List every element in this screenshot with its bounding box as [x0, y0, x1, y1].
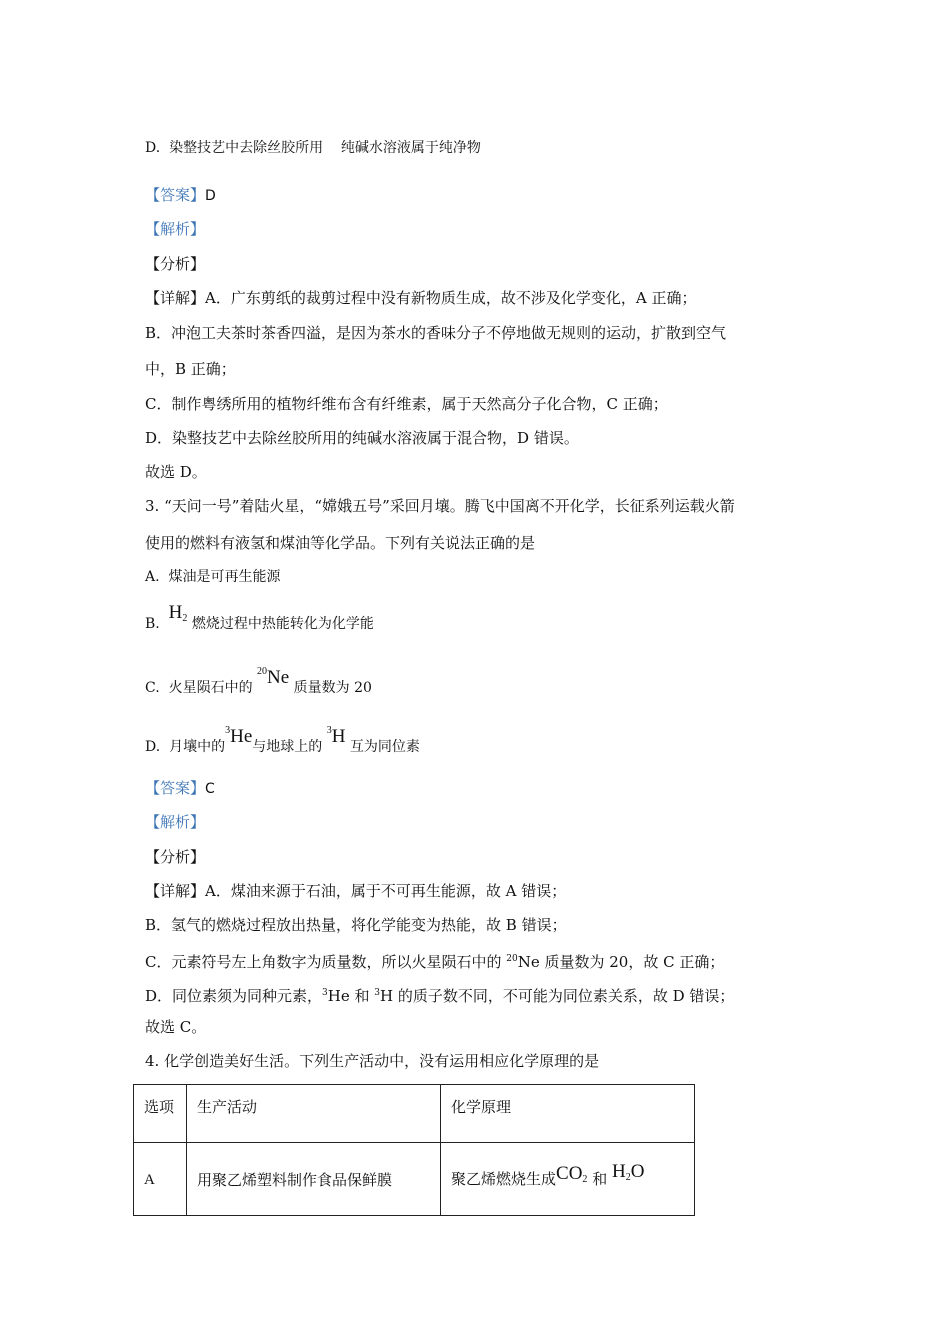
principle-text: 和	[592, 1170, 608, 1188]
option-text: 质量数为 20	[293, 680, 372, 696]
q2-jiexi-tag: 【解析】	[145, 220, 206, 238]
subscript: 2	[182, 613, 188, 624]
cell-principle	[441, 1143, 695, 1216]
mass-number: 3	[322, 988, 328, 998]
option-label: D.	[145, 739, 161, 755]
q3-option-c	[145, 667, 372, 702]
nuclide-he	[225, 725, 253, 747]
q3-conclusion: 故选 C。	[145, 1018, 207, 1036]
q3-option-a	[145, 567, 280, 587]
mass-number: 20	[506, 954, 518, 964]
q4-table	[133, 1084, 695, 1216]
subscript: 2	[625, 1172, 631, 1183]
q3-answer	[145, 778, 215, 799]
option-label: B.	[145, 616, 160, 632]
mass-number: 3	[326, 725, 332, 736]
explain-text: C．元素符号左上角数字为质量数，所以火星陨石中的	[145, 953, 502, 971]
xiangjie-tag: 【详解】	[145, 882, 206, 900]
mass-number: 3	[374, 988, 380, 998]
q2-explain-b: B．冲泡工夫茶时茶香四溢，是因为茶水的香味分子不停地做无规则的运动，扩散到空气	[145, 324, 727, 342]
option-text: 燃烧过程中热能转化为化学能	[191, 616, 374, 632]
explain-text: A．广东剪纸的裁剪过程中没有新物质生成，故不涉及化学变化，A 正确；	[205, 289, 697, 307]
mass-number: 3	[225, 725, 231, 736]
nuclide-ne	[257, 666, 290, 688]
option-text: 互为同位素	[349, 739, 420, 755]
subscript: 2	[582, 1174, 588, 1185]
q2-explain-b-cont: 中，B 正确；	[145, 360, 236, 378]
formula-h2o	[612, 1163, 644, 1181]
q3-explain-d	[145, 983, 734, 1006]
header-option: 选项	[134, 1085, 187, 1143]
option-text: 煤油是可再生能源	[168, 569, 281, 585]
option-label: C.	[145, 680, 160, 696]
header-activity: 生产活动	[187, 1085, 441, 1143]
option-text: 染整技艺中去除丝胶所用	[169, 140, 324, 156]
q2-option-d	[145, 138, 481, 158]
option-label: D.	[145, 140, 161, 156]
explain-text: Ne 质量数为 20，故 C 正确；	[517, 953, 725, 971]
q3-stem-line1: 3. “天问一号”着陆火星，“嫦娥五号”采回月壤。腾飞中国离不开化学，长征系列运载火箭	[145, 497, 735, 515]
q2-explain-a	[145, 288, 696, 308]
q2-conclusion: 故选 D。	[145, 463, 207, 481]
xiangjie-tag: 【详解】	[145, 289, 206, 307]
q2-explain-d: D．染整技艺中去除丝胶所用的纯碱水溶液属于混合物，D 错误。	[145, 429, 579, 447]
q3-fenxi-tag: 【分析】	[145, 848, 206, 866]
q3-option-b	[145, 602, 374, 643]
nuclide-h	[326, 725, 346, 747]
q3-jiexi-tag: 【解析】	[145, 813, 206, 831]
q2-fenxi-tag: 【分析】	[145, 255, 206, 273]
element-symbol: H	[331, 726, 346, 747]
q3-stem-line2: 使用的燃料有液氢和煤油等化学品。下列有关说法正确的是	[145, 534, 536, 552]
answer-tag: 【答案】	[145, 779, 206, 797]
option-letter: A	[144, 1171, 155, 1188]
q3-explain-c	[145, 949, 724, 972]
cell-activity: 用聚乙烯塑料制作食品保鲜膜	[187, 1143, 441, 1216]
mass-number: 20	[257, 666, 268, 677]
q2-answer	[145, 185, 216, 206]
answer-tag: 【答案】	[145, 186, 206, 204]
explain-text: D．同位素须为同种元素，	[145, 987, 323, 1005]
option-text: 火星陨石中的	[168, 680, 253, 696]
element-symbol: O	[630, 1161, 645, 1182]
header-principle: 化学原理	[441, 1085, 695, 1143]
formula-h2	[168, 602, 188, 624]
option-text: 与地球上的	[252, 739, 323, 755]
table-header-row	[134, 1085, 695, 1143]
q3-explain-a	[145, 881, 566, 901]
answer-value: D	[205, 188, 216, 204]
element-symbol: H	[612, 1161, 626, 1182]
q3-option-d	[145, 725, 420, 762]
formula-co2	[556, 1165, 587, 1183]
q3-explain-b: B．氢气的燃烧过程放出热量，将化学能变为热能，故 B 错误；	[145, 916, 567, 934]
element-symbol: Ne	[267, 667, 290, 688]
principle-text: 聚乙烯燃烧生成	[451, 1170, 557, 1188]
formula-text: CO	[556, 1163, 583, 1184]
table-row	[134, 1143, 695, 1216]
option-text: 月壤中的	[169, 739, 226, 755]
element-symbol: H	[168, 602, 183, 623]
element-symbol: He	[230, 726, 253, 747]
option-label: A.	[145, 569, 160, 585]
q2-explain-c: C．制作粤绣所用的植物纤维布含有纤维素，属于天然高分子化合物，C 正确；	[145, 395, 668, 413]
explain-text: H 的质子数不同，不可能为同位素关系，故 D 错误；	[380, 987, 735, 1005]
cell-option	[134, 1143, 187, 1216]
option-text: 纯碱水溶液属于纯净物	[340, 140, 481, 156]
q4-stem: 4. 化学创造美好生活。下列生产活动中，没有运用相应化学原理的是	[145, 1052, 600, 1070]
explain-text: He 和	[327, 987, 375, 1005]
answer-value: C	[205, 781, 215, 797]
explain-text: A．煤油来源于石油，属于不可再生能源，故 A 错误；	[205, 882, 567, 900]
